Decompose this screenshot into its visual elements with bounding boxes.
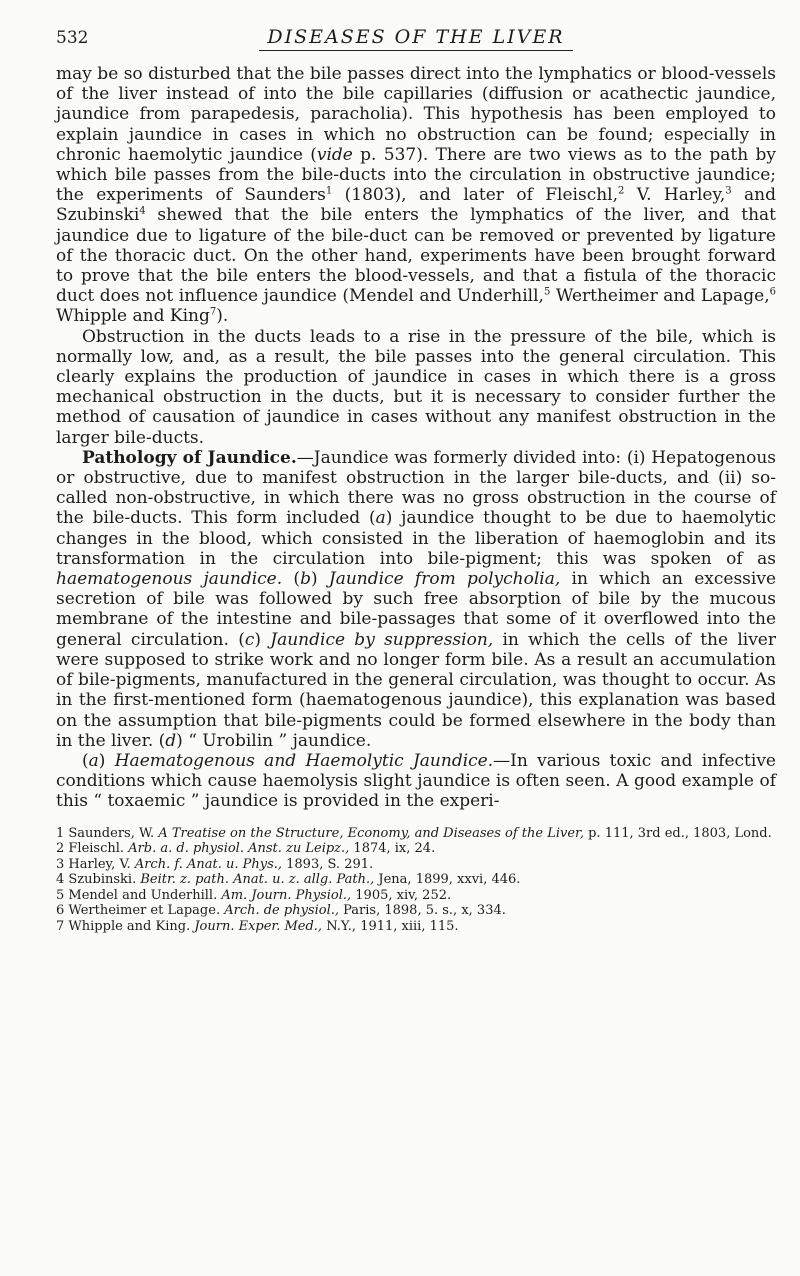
text-run: d [165,730,177,751]
text-run: Haematogenous and Haemolytic Jaundice. [114,750,494,771]
text-run: Arch. de physiol., [224,903,340,919]
running-head: DISEASES OF THE LIVER [259,26,572,51]
footnote-ref: 4 [139,205,146,217]
footnote-5 [56,888,776,904]
footnote-2 [56,841,776,857]
text-run: Wertheimer and Lapage, [550,286,770,307]
text-run: a [375,508,386,529]
footnote-6 [56,903,776,919]
text-run: 1874, ix, 24. [349,841,436,857]
text-run: ) jaundice thought to be due to haemolytic changes in the blood, which consisted in the liberation of haemoglobin and its transformation in the circulation into bile-pigment; this was spoken of as [56,508,776,569]
text-run: A Treatise on the Structure, Economy, and Diseases of the Liver, [158,825,584,841]
text-run: ) [98,750,115,771]
paragraph-1 [56,64,776,327]
footnote-7 [56,919,776,935]
footnote-ref: 7 [209,306,217,318]
text-run: Paris, 1898, 5. s., x, 334. [339,903,506,919]
text-run: 3 Harley, V. [56,856,135,872]
text-run: 2 Fleischl. [56,841,129,857]
text-run: Whipple and King [56,306,210,327]
text-run: a [88,750,99,771]
text-run: p. 111, 3rd ed., 1803, Lond. [583,825,772,841]
page-number: 532 [56,28,89,48]
text-run: ) “ Urobilin ” jaundice. [176,730,372,751]
paragraph-3 [56,448,776,751]
text-run: ) [310,569,329,590]
text-run: Beitr. z. path. Anat. u. z. allg. Path., [140,872,375,888]
text-run: vide [316,144,353,165]
footnote-ref: 1 [325,185,333,197]
section-heading: Pathology of Jaundice. [82,447,297,468]
text-run: in which the cells of the liver were supposed to strike work and no longer form bile. As a result an accumulation of bile-pigments, manufactured in the general circulation, was thought to occur. As in the first-mentioned form (haematogenous jaundice), this explanation was based on the assumption that bile-pigments could be formed elsewhere in the body than in the liver. ( [56,629,776,751]
footnote-ref: 5 [543,286,551,298]
paragraph-2 [56,327,776,448]
text-run: ) [254,629,271,650]
text-run: Jena, 1899, xxvi, 446. [374,872,521,888]
paragraph-4 [56,751,776,812]
text-run: in which an excessive secretion of bile was followed by such free absorption of bile by the mucous membrane of the intestine and bile-passages that some of it overflowed into the general circulation. ( [56,569,777,650]
text-run: 1893, S. 291. [282,856,374,872]
footnotes [56,826,776,935]
text-run: 1905, xiv, 252. [351,887,452,903]
text-run: ( [282,569,301,590]
footnote-3 [56,857,776,873]
text-run: c [244,629,255,650]
text-run: 7 Whipple and King. [56,918,195,934]
text-run: N.Y., 1911, xiii, 115. [322,918,459,934]
text-run: haematogenous jaundice. [56,569,283,590]
book-page [56,24,776,934]
text-run: V. Harley, [624,185,726,206]
running-head-container [56,26,776,48]
text-run: ( [82,750,89,771]
text-run: Jaundice from polycholia, [328,569,561,590]
text-run: Obstruction in the ducts leads to a rise in the pressure of the bile, which is normally low, and, as a result, the bile passes into the general circulation. This clearly explains the production of jaundice in cases in which there is a gross mechanical obstruction in the ducts, but it is necessary to consider further the method of causation of jaundice in cases without any manifest obstruction in the larger bile-ducts. [56,326,776,448]
text-run: b [300,569,311,590]
text-run: Arb. a. d. physiol. Anst. zu Leipz., [128,841,350,857]
text-run: Jaundice by suppression, [270,629,494,650]
text-run: Am. Journ. Physiol., [221,887,352,903]
text-run: —In various toxic and infective conditions which cause haemolysis slight jaundice is often seen. A good example of this “ toxaemic ” jaundice is provided in the experi- [56,750,776,812]
text-run: 6 Wertheimer et Lapage. [56,903,225,919]
footnote-1 [56,826,776,842]
text-run: Arch. f. Anat. u. Phys., [134,856,282,872]
text-run: 1 Saunders, W. [56,825,159,841]
text-run: —Jaundice was formerly divided into: (i) Hepatogenous or obstructive, due to manifest obstruction in the larger bile-ducts, and (ii) so-called non-obstructive, in which there was no gross obstruction in the course of the bile-ducts. This form included ( [56,447,777,529]
text-run: may be so disturbed that the bile passes direct into the lymphatics or blood-vessels of the liver instead of into the bile capillaries (diffusion or acathectic jaundice, jaundice from parapedesis, paracholia). This hypothesis has been employed to explain jaundice in cases in which no obstruction can be found; especially in chronic haemolytic jaundice ( [56,64,776,165]
text-run: 4 Szubinski. [56,872,141,888]
page-header [56,24,776,64]
text-run: (1803), and later of Fleischl, [332,185,619,206]
text-run: ). [216,306,229,327]
body-text [56,64,776,812]
text-run: shewed that the bile enters the lymphatics of the liver, and that jaundice due to ligature of the bile-duct can be removed or prevented by ligature of the thoracic duct. On the other hand, experiments have been brought forward to prove that the bile enters the blood-vessels, and that a fistula of the thoracic duct does not influence jaundice (Mendel and Underhill, [56,205,776,307]
text-run: 5 Mendel and Underhill. [56,887,222,903]
text-run: and Szubinski [56,185,776,226]
text-run: Journ. Exper. Med., [194,918,323,934]
footnote-ref: 3 [725,185,732,197]
footnote-ref: 6 [769,286,776,298]
footnote-4 [56,872,776,888]
footnote-ref: 2 [618,185,625,197]
text-run: p. 537). There are two views as to the path by which bile passes from the bile-ducts into the circulation in obstructive jaundice; the experiments of Saunders [56,144,776,206]
